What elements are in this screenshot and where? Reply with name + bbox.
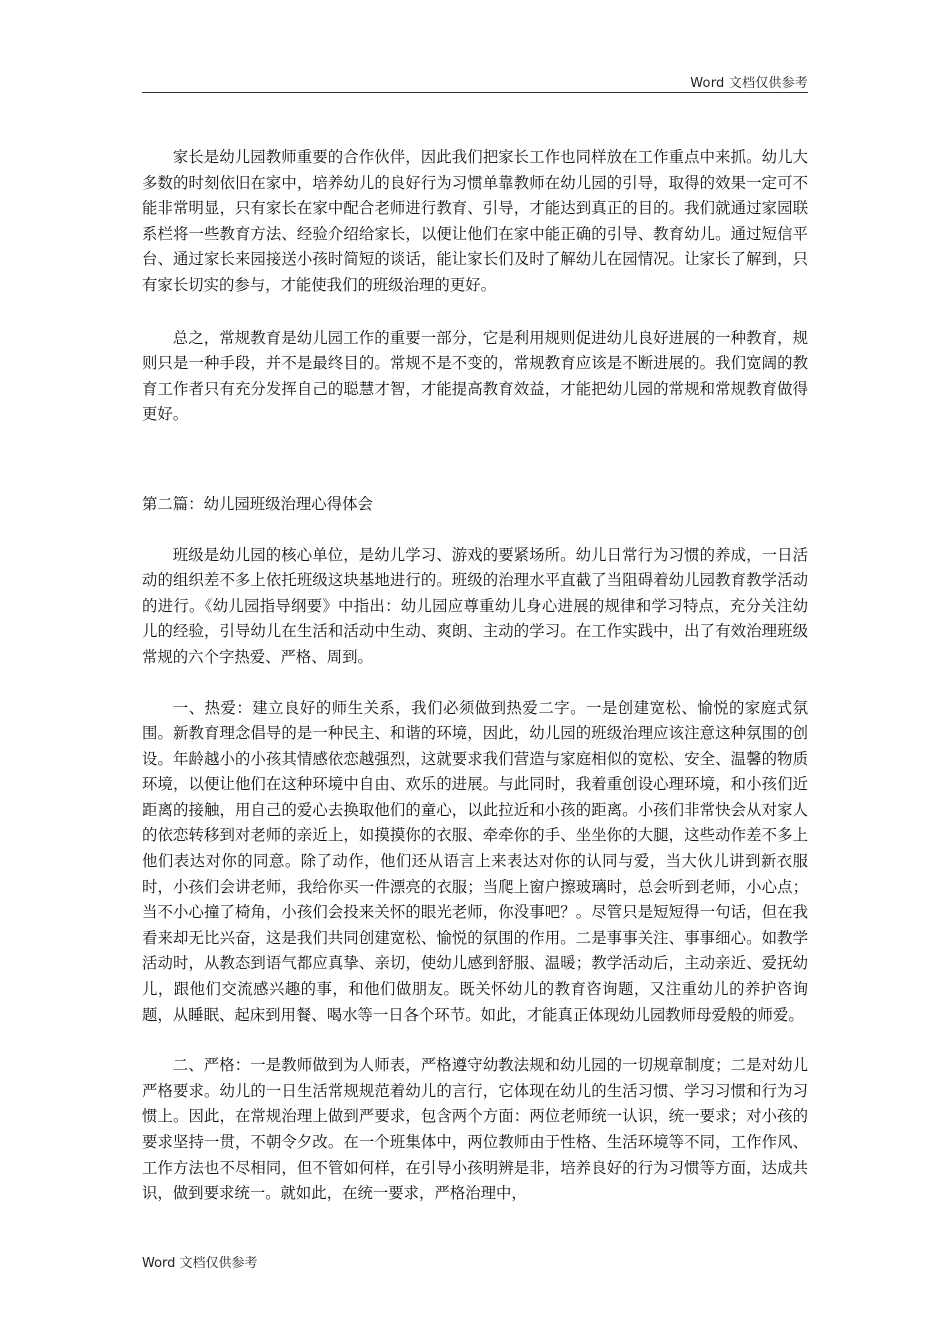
paragraph-spacer: [142, 299, 808, 326]
page-header-text: Word 文档仅供参考: [690, 76, 808, 91]
paragraph-love: 一、热爱：建立良好的师生关系，我们必须做到热爱二字。一是创建宽松、愉悦的家庭式氛围。新教育理念倡导的是一种民主、和谐的环境，因此，幼儿园的班级治理应该注意这种氛围的创设。年龄越小的小孩其情感依恋越强烈，这就要求我们营造与家庭相似的宽松、安全、温馨的物质环境，以便让他们在这种环境中自由、欢乐的进展。与此同时，我着重创设心理环境，和小孩们近距离的接触，用自己的爱心去换取他们的童心，以此拉近和小孩的距离。小孩们非常快会从对家人的依恋转移到对老师的亲近上，如摸摸你的衣服、牵牵你的手、坐坐你的大腿，这些动作差不多上他们表达对你的同意。除了动作，他们还从语言上来表达对你的认同与爱，当大伙儿讲到新衣服时，小孩们会讲老师，我给你买一件漂亮的衣服；当爬上窗户擦玻璃时，总会听到老师，小心点；当不小心撞了椅角，小孩们会投来关怀的眼光老师，你没事吧？。尽管只是短短得一句话，但在我看来却无比兴奋，这是我们共同创建宽松、愉悦的氛围的作用。二是事事关注、事事细心。如教学活动时，从教态到语气都应真挚、亲切，使幼儿感到舒服、温暖；教学活动后，主动亲近、爱抚幼儿，跟他们交流感兴趣的事，和他们做朋友。既关怀幼儿的教育咨询题，又注重幼儿的养护咨询题，从睡眠、起床到用餐、喝水等一日各个环节。如此，才能真正体现幼儿园教师母爱般的师爱。: [142, 698, 808, 1024]
paragraph-spacer: [142, 1028, 808, 1053]
paragraph-spacer: [142, 671, 808, 696]
page-footer-text: Word 文档仅供参考: [142, 1256, 258, 1271]
paragraph-strict: 二、严格：一是教师做到为人师表，严格遵守幼教法规和幼儿园的一切规章制度；二是对幼儿严格要求。幼儿的一日生活常规规范着幼儿的言行，它体现在幼儿的生活习惯、学习习惯和行为习惯上。因此，在常规治理上做到严要求，包含两个方面：两位老师统一认识，统一要求；对小孩的要求坚持一贯，不朝令夕改。在一个班集体中，两位教师由于性格、生活环境等不同，工作作风、工作方法也不尽相同，但不管如何样，在引导小孩明辨是非，培养良好的行为习惯等方面，达成共识，做到要求统一。就如此，在统一要求，严格治理中，: [142, 1056, 808, 1203]
paragraph-class-unit: 班级是幼儿园的核心单位，是幼儿学习、游戏的要紧场所。幼儿日常行为习惯的养成，一日活动的组织差不多上依托班级这块基地进行的。班级的治理水平直截了当阻碍着幼儿园教育教学活动的进行。《幼儿园指导纲要》中指出：幼儿园应尊重幼儿身心进展的规律和学习特点，充分关注幼儿的经验，引导幼儿在生活和活动中生动、爽朗、主动的学习。在工作实践中，出了有效治理班级常规的六个字热爱、严格、周到。: [142, 545, 808, 666]
header-divider: [142, 92, 808, 93]
paragraph-parents-cooperation: 家长是幼儿园教师重要的合作伙伴，因此我们把家长工作也同样放在工作重点中来抓。幼儿大多数的时刻依旧在家中，培养幼儿的良好行为习惯单靠教师在幼儿园的引导，取得的效果一定可不能非常明显，只有家长在家中配合老师进行教育、引导，才能达到真正的目的。我们就通过家园联系栏将一些教育方法、经验介绍给家长，以便让他们在家中能正确的引导、教育幼儿。通过短信平台、通过家长来园接送小孩时简短的谈话，能让家长们及时了解幼儿在园情况。让家长了解到，只有家长切实的参与，才能使我们的班级治理的更好。: [142, 148, 808, 294]
paragraph-conclusion: 总之，常规教育是幼儿园工作的重要一部分，它是利用规则促进幼儿良好进展的一种教育，规则只是一种手段，并不是最终目的。常规不是不变的，常规教育应该是不断进展的。我们宽阔的教育工作者只有充分发挥自己的聪慧才智，才能提高教育效益，才能把幼儿园的常规和常规教育做得更好。: [142, 328, 808, 424]
document-body: [142, 145, 808, 1207]
section-spacer: [142, 428, 808, 492]
paragraph-spacer: [142, 518, 808, 543]
section-title: 第二篇：幼儿园班级治理心得体会: [142, 494, 373, 513]
